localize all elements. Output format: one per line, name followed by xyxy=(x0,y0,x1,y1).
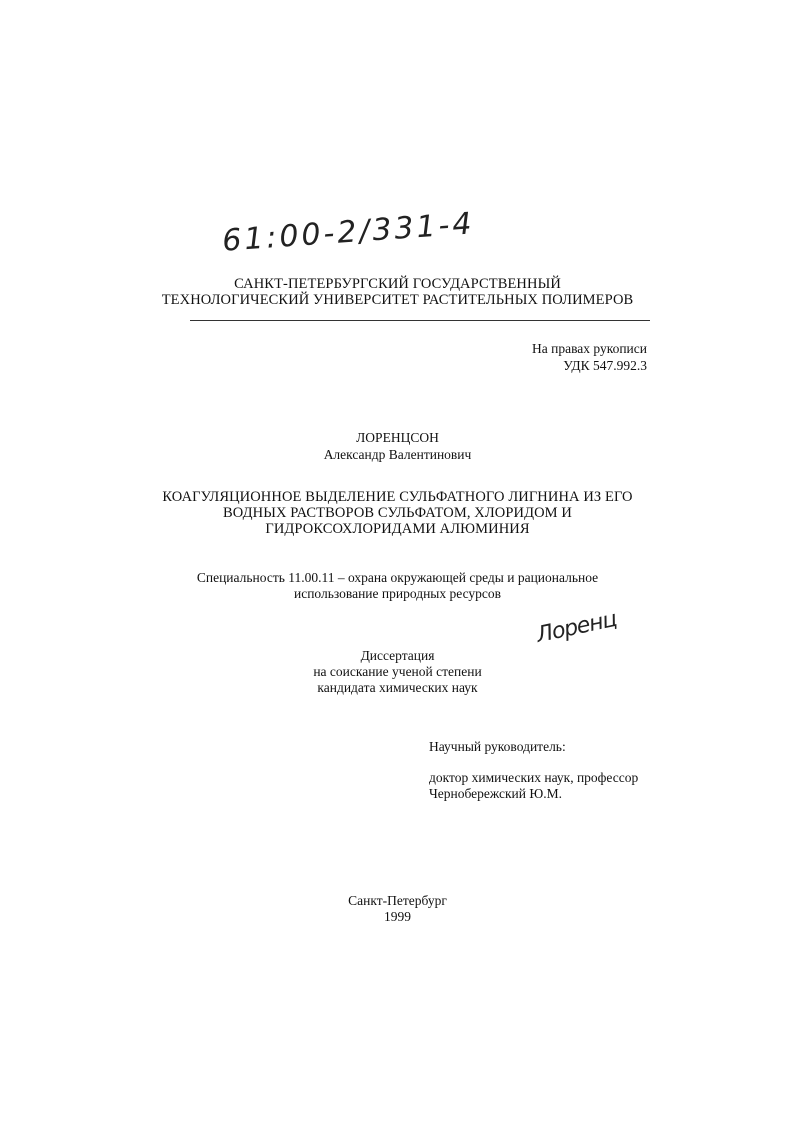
signature-text: Лоренц xyxy=(534,606,619,649)
udc-code: УДК 547.992.3 xyxy=(563,358,647,373)
rights-block xyxy=(532,340,647,374)
thesis-title-line-1: КОАГУЛЯЦИОННОЕ ВЫДЕЛЕНИЕ СУЛЬФАТНОГО ЛИГНИНА ИЗ ЕГО xyxy=(162,489,633,505)
archive-number-text: 61:00-2/331-4 xyxy=(221,206,476,259)
institution-line-2: ТЕХНОЛОГИЧЕСКИЙ УНИВЕРСИТЕТ РАСТИТЕЛЬНЫХ ПОЛИМЕРОВ xyxy=(161,292,634,308)
supervisor-line-1: доктор химических наук, профессор xyxy=(429,770,639,785)
archive-number-handwritten xyxy=(221,206,475,259)
author-signature xyxy=(534,607,618,648)
supervisor-label: Научный руководитель: xyxy=(429,739,566,754)
rights-label: На правах рукописи xyxy=(531,341,647,356)
author-surname: ЛОРЕНЦСОН xyxy=(356,430,439,445)
degree-line-1: Диссертация xyxy=(360,648,435,663)
degree-line-3: кандидата химических наук xyxy=(317,680,478,695)
institution-line-1: САНКТ-ПЕТЕРБУРГСКИЙ ГОСУДАРСТВЕННЫЙ xyxy=(234,276,561,292)
author-name: Александр Валентинович xyxy=(323,447,472,462)
specialty-line-2: использование природных ресурсов xyxy=(293,586,502,601)
header-divider xyxy=(190,320,650,321)
city: Санкт-Петербург xyxy=(348,893,447,908)
thesis-title-line-2: ВОДНЫХ РАСТВОРОВ СУЛЬФАТОМ, ХЛОРИДОМ И xyxy=(223,505,572,521)
year: 1999 xyxy=(384,909,411,924)
degree-line-2: на соискание ученой степени xyxy=(313,664,482,679)
thesis-title-line-3: ГИДРОКСОХЛОРИДАМИ АЛЮМИНИЯ xyxy=(265,521,530,537)
supervisor-line-2: Чернобережский Ю.М. xyxy=(429,786,563,801)
specialty-line-1: Специальность 11.00.11 – охрана окружающей среды и рациональное xyxy=(196,570,599,585)
